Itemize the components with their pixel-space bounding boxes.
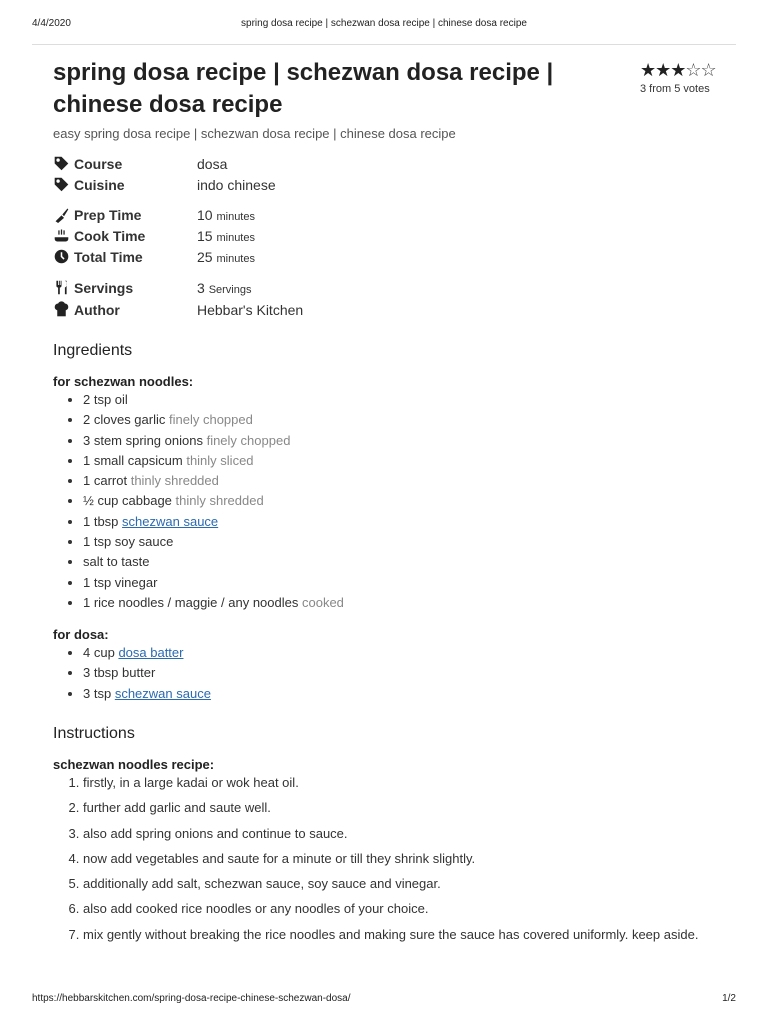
ingredient-list <box>53 643 683 704</box>
ingredient-item <box>83 643 683 663</box>
ingredient-note: thinly shredded <box>130 473 219 489</box>
instruction-step: 6. also add cooked rice noodles or any noodles of your choice. <box>83 899 743 919</box>
ingredient-link[interactable]: schezwan sauce <box>114 685 211 701</box>
meta-servings-label: Servings <box>74 280 134 296</box>
meta-author-value: Hebbar's Kitchen <box>197 302 304 318</box>
ingredient-item <box>83 663 683 683</box>
print-page-title: spring dosa recipe | schezwan dosa recipe | chinese dosa recipe <box>241 18 527 29</box>
ingredient-text: 4 cup <box>83 645 115 660</box>
meta-prep-unit: minutes <box>216 211 255 223</box>
instruction-group-title: schezwan noodles recipe: <box>53 757 215 772</box>
instruction-step: 7. mix gently without breaking the rice noodles and making sure the sauce has covered uniformly. keep aside. <box>83 925 743 945</box>
meta-cuisine-label: Cuisine <box>74 177 125 193</box>
ingredient-text: 1 small capsicum <box>83 452 183 468</box>
meta-cook-unit: minutes <box>216 232 255 244</box>
ingredient-item <box>83 512 683 532</box>
instruction-step: 3. also add spring onions and continue to sauce. <box>83 824 743 844</box>
chef-hat-icon <box>53 301 70 318</box>
meta-cuisine-value: indo chinese <box>197 177 276 193</box>
ingredient-text: 2 tsp oil <box>83 392 128 407</box>
instructions-heading: Instructions <box>53 725 135 742</box>
ingredient-text: 2 cloves garlic <box>83 412 166 428</box>
page-number: 1/2 <box>722 993 736 1004</box>
meta-servings-value: 3 <box>197 280 205 296</box>
meta-total-value: 25 <box>197 249 213 265</box>
print-date: 4/4/2020 <box>32 18 71 29</box>
header-divider <box>32 44 736 45</box>
ingredients-heading: Ingredients <box>53 342 133 359</box>
instruction-step: 4. now add vegetables and saute for a minute or till they shrink slightly. <box>83 849 743 869</box>
ingredient-item <box>83 532 683 552</box>
tag-icon <box>53 176 70 193</box>
meta-prep-label: Prep Time <box>74 207 142 223</box>
ingredient-text: 1 tbsp <box>83 513 119 529</box>
meta-prep-value: 10 <box>197 207 213 223</box>
ingredient-note: thinly shredded <box>175 493 264 509</box>
ingredient-item <box>83 451 683 471</box>
ingredient-item <box>83 390 683 410</box>
ingredient-text: 3 tbsp butter <box>83 665 156 681</box>
recipe-title: spring dosa recipe | schezwan dosa recipe | chinese dosa recipe <box>53 59 554 118</box>
meta-author-label: Author <box>74 302 120 318</box>
ingredient-item <box>83 431 683 451</box>
star-outline-icon: ☆☆ <box>685 60 716 80</box>
print-url: https://hebbarskitchen.com/spring-dosa-recipe-chinese-schezwan-dosa/ <box>32 993 351 1004</box>
meta-servings-unit: Servings <box>208 284 252 296</box>
knife-icon <box>53 206 70 223</box>
votes-count: 3 from 5 votes <box>640 83 710 95</box>
fork-knife-icon <box>53 279 70 296</box>
ingredient-item <box>83 552 683 572</box>
meta-total-label: Total Time <box>74 249 143 265</box>
ingredient-link[interactable]: dosa batter <box>118 645 184 660</box>
ingredient-note: finely chopped <box>206 432 291 448</box>
ingredient-text: ½ cup cabbage <box>83 493 172 509</box>
meta-cook-value: 15 <box>197 228 213 244</box>
ingredient-item <box>83 471 683 491</box>
instruction-step: 2. further add garlic and saute well. <box>83 798 743 818</box>
meta-course-value: dosa <box>197 156 228 172</box>
ingredient-text: 1 tsp soy sauce <box>83 534 174 550</box>
meta-total-unit: minutes <box>216 253 255 265</box>
star-icon: ★★★ <box>640 60 686 80</box>
ingredient-text: 3 stem spring onions <box>83 432 203 448</box>
ingredient-item <box>83 573 683 593</box>
meta-cook-label: Cook Time <box>74 228 146 244</box>
instruction-step: 5. additionally add salt, schezwan sauce, soy sauce and vinegar. <box>83 874 743 894</box>
ingredient-item <box>83 491 683 511</box>
ingredient-text: 1 rice noodles / maggie / any noodles <box>83 594 299 610</box>
recipe-summary: easy spring dosa recipe | schezwan dosa recipe | chinese dosa recipe <box>53 126 456 141</box>
pot-icon <box>53 227 70 244</box>
ingredient-text: 1 carrot <box>83 473 128 489</box>
ingredient-note: thinly sliced <box>186 452 254 468</box>
instruction-step: 1. firstly, in a large kadai or wok heat oil. <box>83 773 743 793</box>
ingredient-item <box>83 593 683 613</box>
ingredient-list <box>53 390 683 613</box>
meta-course-label: Course <box>74 156 123 172</box>
ingredient-note: cooked <box>301 594 344 610</box>
star-rating[interactable] <box>640 60 720 80</box>
clock-icon <box>53 248 70 265</box>
instruction-list <box>53 773 743 950</box>
ingredient-text: salt to taste <box>83 554 150 570</box>
ingredient-note: finely chopped <box>169 412 253 428</box>
ingredient-text: 3 tsp <box>83 685 112 701</box>
ingredient-group-title: for dosa: <box>53 627 109 642</box>
ingredient-item <box>83 410 683 430</box>
ingredient-item <box>83 684 683 704</box>
recipe-rating[interactable] <box>640 60 720 95</box>
ingredient-text: 1 tsp vinegar <box>83 574 158 590</box>
tag-icon <box>53 155 70 172</box>
ingredient-group-title: for schezwan noodles: <box>53 374 194 389</box>
ingredient-link[interactable]: schezwan sauce <box>122 513 219 529</box>
